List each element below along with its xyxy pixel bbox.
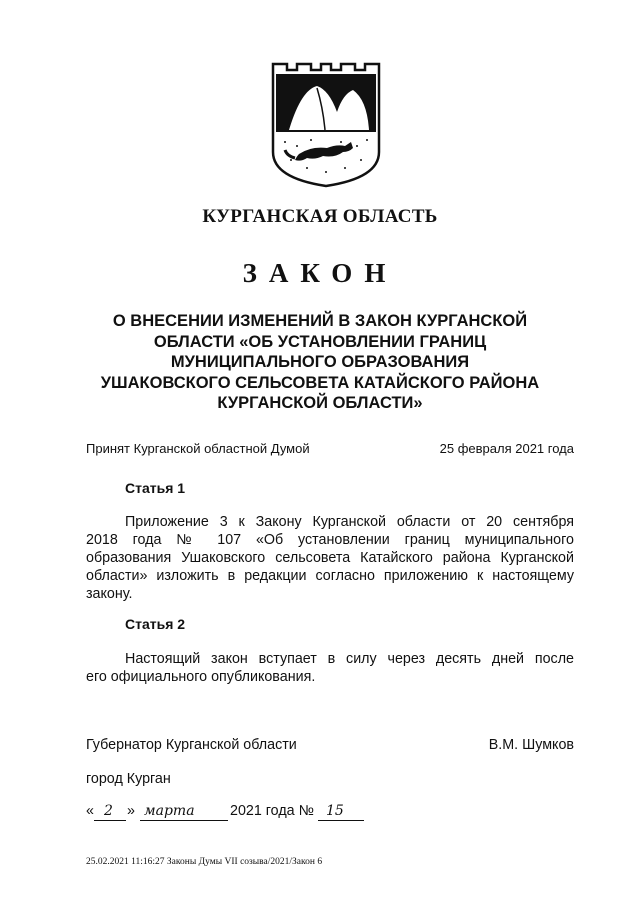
signer-position: Губернатор Курганской области	[86, 737, 297, 753]
month-underline	[140, 820, 228, 821]
law-title-line: КУРГАНСКОЙ ОБЛАСТИ»	[217, 394, 423, 412]
handwritten-month: марта	[144, 803, 195, 819]
number-underline	[318, 820, 364, 821]
region-name: КУРГАНСКАЯ ОБЛАСТЬ	[202, 206, 438, 227]
handwritten-number: 15	[326, 803, 344, 819]
article-2-text	[86, 650, 574, 686]
article-2-line: его официального опубликования.	[86, 669, 316, 685]
coat-of-arms-icon	[271, 60, 381, 188]
city-name: город Курган	[86, 771, 171, 787]
document-type: ЗАКОН	[242, 258, 398, 288]
handwritten-day: 2	[104, 803, 113, 819]
open-quote: «	[86, 803, 94, 819]
day-underline	[94, 820, 126, 821]
article-1-line: 2018 года № 107 «Об установлении границ муниципального	[86, 532, 574, 548]
article-2-line: Настоящий закон вступает в силу через десять дней после	[125, 651, 574, 667]
article-1-line: Приложение 3 к Закону Курганской области от 20 сентября	[125, 514, 574, 530]
signer-name: В.М. Шумков	[488, 737, 574, 753]
article-1-text	[86, 513, 574, 603]
article-1-line: образования Ушаковского сельсовета Катайского района Курганской	[86, 550, 574, 566]
adopted-by: Принят Курганской областной Думой	[86, 441, 310, 456]
law-title-line: О ВНЕСЕНИИ ИЗМЕНЕНИЙ В ЗАКОН КУРГАНСКОЙ	[112, 312, 528, 330]
signing-date-line	[86, 803, 386, 827]
footer-stamp: 25.02.2021 11:16:27 Законы Думы VII созыва/2021/Закон 6	[86, 857, 323, 867]
article-1-line: закону.	[86, 586, 133, 602]
law-title-line: УШАКОВСКОГО СЕЛЬСОВЕТА КАТАЙСКОГО РАЙОНА	[100, 373, 540, 392]
close-quote: »	[127, 803, 135, 819]
article-1-heading: Статья 1	[125, 480, 186, 496]
law-title-line: ОБЛАСТИ «ОБ УСТАНОВЛЕНИИ ГРАНИЦ	[153, 332, 487, 351]
year-number-text: 2021 года №	[230, 803, 314, 819]
article-2-heading: Статья 2	[125, 616, 186, 632]
article-1-line: области» изложить в редакции согласно приложению к настоящему	[86, 568, 574, 584]
law-title	[60, 311, 580, 414]
law-title-line: МУНИЦИПАЛЬНОГО ОБРАЗОВАНИЯ	[170, 353, 470, 371]
adoption-date: 25 февраля 2021 года	[439, 441, 574, 456]
